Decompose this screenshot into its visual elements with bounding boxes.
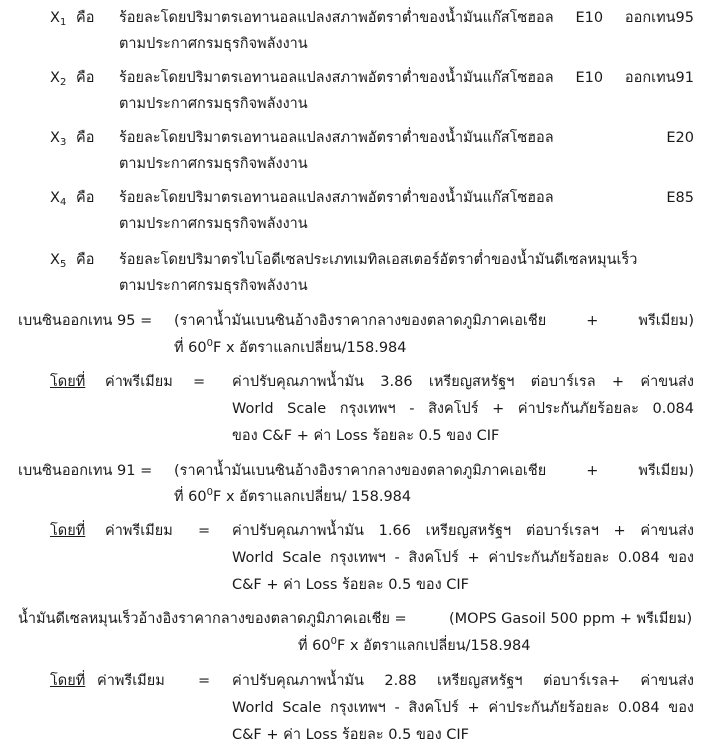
- definition-text: ร้อยละโดยปริมาตรเอทานอลแปลงสภาพอัตราต่ำของน้ำมันแก๊สโซฮอล E10 ออกเทน95: [119, 10, 694, 26]
- premium-label: ค่าพรีเมียม: [97, 673, 165, 689]
- premium-label: ค่าพรีเมียม: [105, 523, 173, 539]
- premium-text: World Scale กรุงเทพฯ - สิงคโปร์ + ค่าประกันภัยร้อยละ 0.084 ของ: [232, 700, 694, 716]
- formula-rhs: (ราคาน้ำมันเบนซินอ้างอิงราคากลางของตลาดภูมิภาคเอเชีย + พรีเมียม): [174, 463, 694, 479]
- formula-rhs: (ราคาน้ำมันเบนซินอ้างอิงราคากลางของตลาดภูมิภาคเอเชีย + พรีเมียม): [174, 313, 694, 329]
- premium-equals: =: [193, 374, 206, 390]
- definition-text-cont: ตามประกาศกรมธุรกิจพลังงาน: [119, 216, 308, 232]
- premium-text: World Scale กรุงเทพฯ - สิงคโปร์ + ค่าประกันภัยร้อยละ 0.084: [232, 401, 694, 417]
- premium-equals: =: [198, 523, 211, 539]
- definition-text: ร้อยละโดยปริมาตรเอทานอลแปลงสภาพอัตราต่ำของน้ำมันแก๊สโซฮอล E10 ออกเทน91: [119, 70, 694, 86]
- formula-rhs-cont: ที่ $60^0F$ x อัตราแลกเปลี่ยน/ 158.984: [174, 487, 412, 505]
- where-keyword: โดยที่: [50, 673, 86, 689]
- premium-text: C&F + ค่า Loss ร้อยละ 0.5 ของ CIF: [232, 577, 469, 593]
- formula-rhs-cont: ที่ $60^0F$ x อัตราแลกเปลี่ยน/158.984: [298, 636, 531, 654]
- where-keyword: โดยที่: [50, 523, 86, 539]
- definition-text: ร้อยละโดยปริมาตรเอทานอลแปลงสภาพอัตราต่ำของน้ำมันแก๊สโซฮอล E85: [119, 190, 694, 206]
- definition-keyword: คือ: [76, 252, 95, 268]
- definition-variable: $X_4$: [50, 190, 67, 208]
- premium-text: World Scale กรุงเทพฯ - สิงคโปร์ + ค่าประกันภัยร้อยละ 0.084 ของ: [232, 550, 694, 566]
- definition-text-cont: ตามประกาศกรมธุรกิจพลังงาน: [119, 156, 308, 172]
- definition-variable: $X_2$: [50, 70, 67, 88]
- premium-text: C&F + ค่า Loss ร้อยละ 0.5 ของ CIF: [232, 727, 469, 743]
- formula-lhs: เบนซินออกเทน 91 =: [18, 463, 153, 479]
- definition-text-cont: ตามประกาศกรมธุรกิจพลังงาน: [119, 96, 308, 112]
- definition-keyword: คือ: [76, 10, 95, 26]
- premium-text: ค่าปรับคุณภาพน้ำมัน 2.88 เหรียญสหรัฐฯ ต่อบาร์เรล+ ค่าขนส่ง: [232, 673, 694, 689]
- formula-rhs: (MOPS Gasoil 500 ppm + พรีเมียม): [449, 611, 693, 627]
- premium-text: ค่าปรับคุณภาพน้ำมัน 1.66 เหรียญสหรัฐฯ ต่อบาร์เรลฯ + ค่าขนส่ง: [232, 523, 694, 539]
- definition-keyword: คือ: [76, 190, 95, 206]
- definition-text-cont: ตามประกาศกรมธุรกิจพลังงาน: [119, 278, 308, 294]
- premium-label: ค่าพรีเมียม: [105, 374, 173, 390]
- definition-keyword: คือ: [76, 70, 95, 86]
- definition-variable: $X_3$: [50, 130, 67, 148]
- definition-text: ร้อยละโดยปริมาตรไบโอดีเซลประเภทเมทิลเอสเตอร์อัตราต่ำของน้ำมันดีเซลหมุนเร็ว: [119, 252, 638, 268]
- premium-equals: =: [198, 673, 211, 689]
- formula-lhs: น้ำมันดีเซลหมุนเร็วอ้างอิงราคากลางของตลาดภูมิภาคเอเชีย =: [18, 611, 407, 627]
- premium-text: ของ C&F + ค่า Loss ร้อยละ 0.5 ของ CIF: [232, 428, 500, 444]
- definition-text-cont: ตามประกาศกรมธุรกิจพลังงาน: [119, 36, 308, 52]
- definition-variable: $X_5$: [50, 252, 67, 270]
- definition-keyword: คือ: [76, 130, 95, 146]
- definition-text: ร้อยละโดยปริมาตรเอทานอลแปลงสภาพอัตราต่ำของน้ำมันแก๊สโซฮอล E20: [119, 130, 694, 146]
- where-keyword: โดยที่: [50, 374, 86, 390]
- definition-variable: $X_1$: [50, 10, 67, 28]
- formula-rhs-cont: ที่ $60^0F$ x อัตราแลกเปลี่ยน/158.984: [174, 338, 407, 356]
- premium-text: ค่าปรับคุณภาพน้ำมัน 3.86 เหรียญสหรัฐฯ ต่อบาร์เรล + ค่าขนส่ง: [232, 374, 694, 390]
- formula-lhs: เบนซินออกเทน 95 =: [18, 313, 153, 329]
